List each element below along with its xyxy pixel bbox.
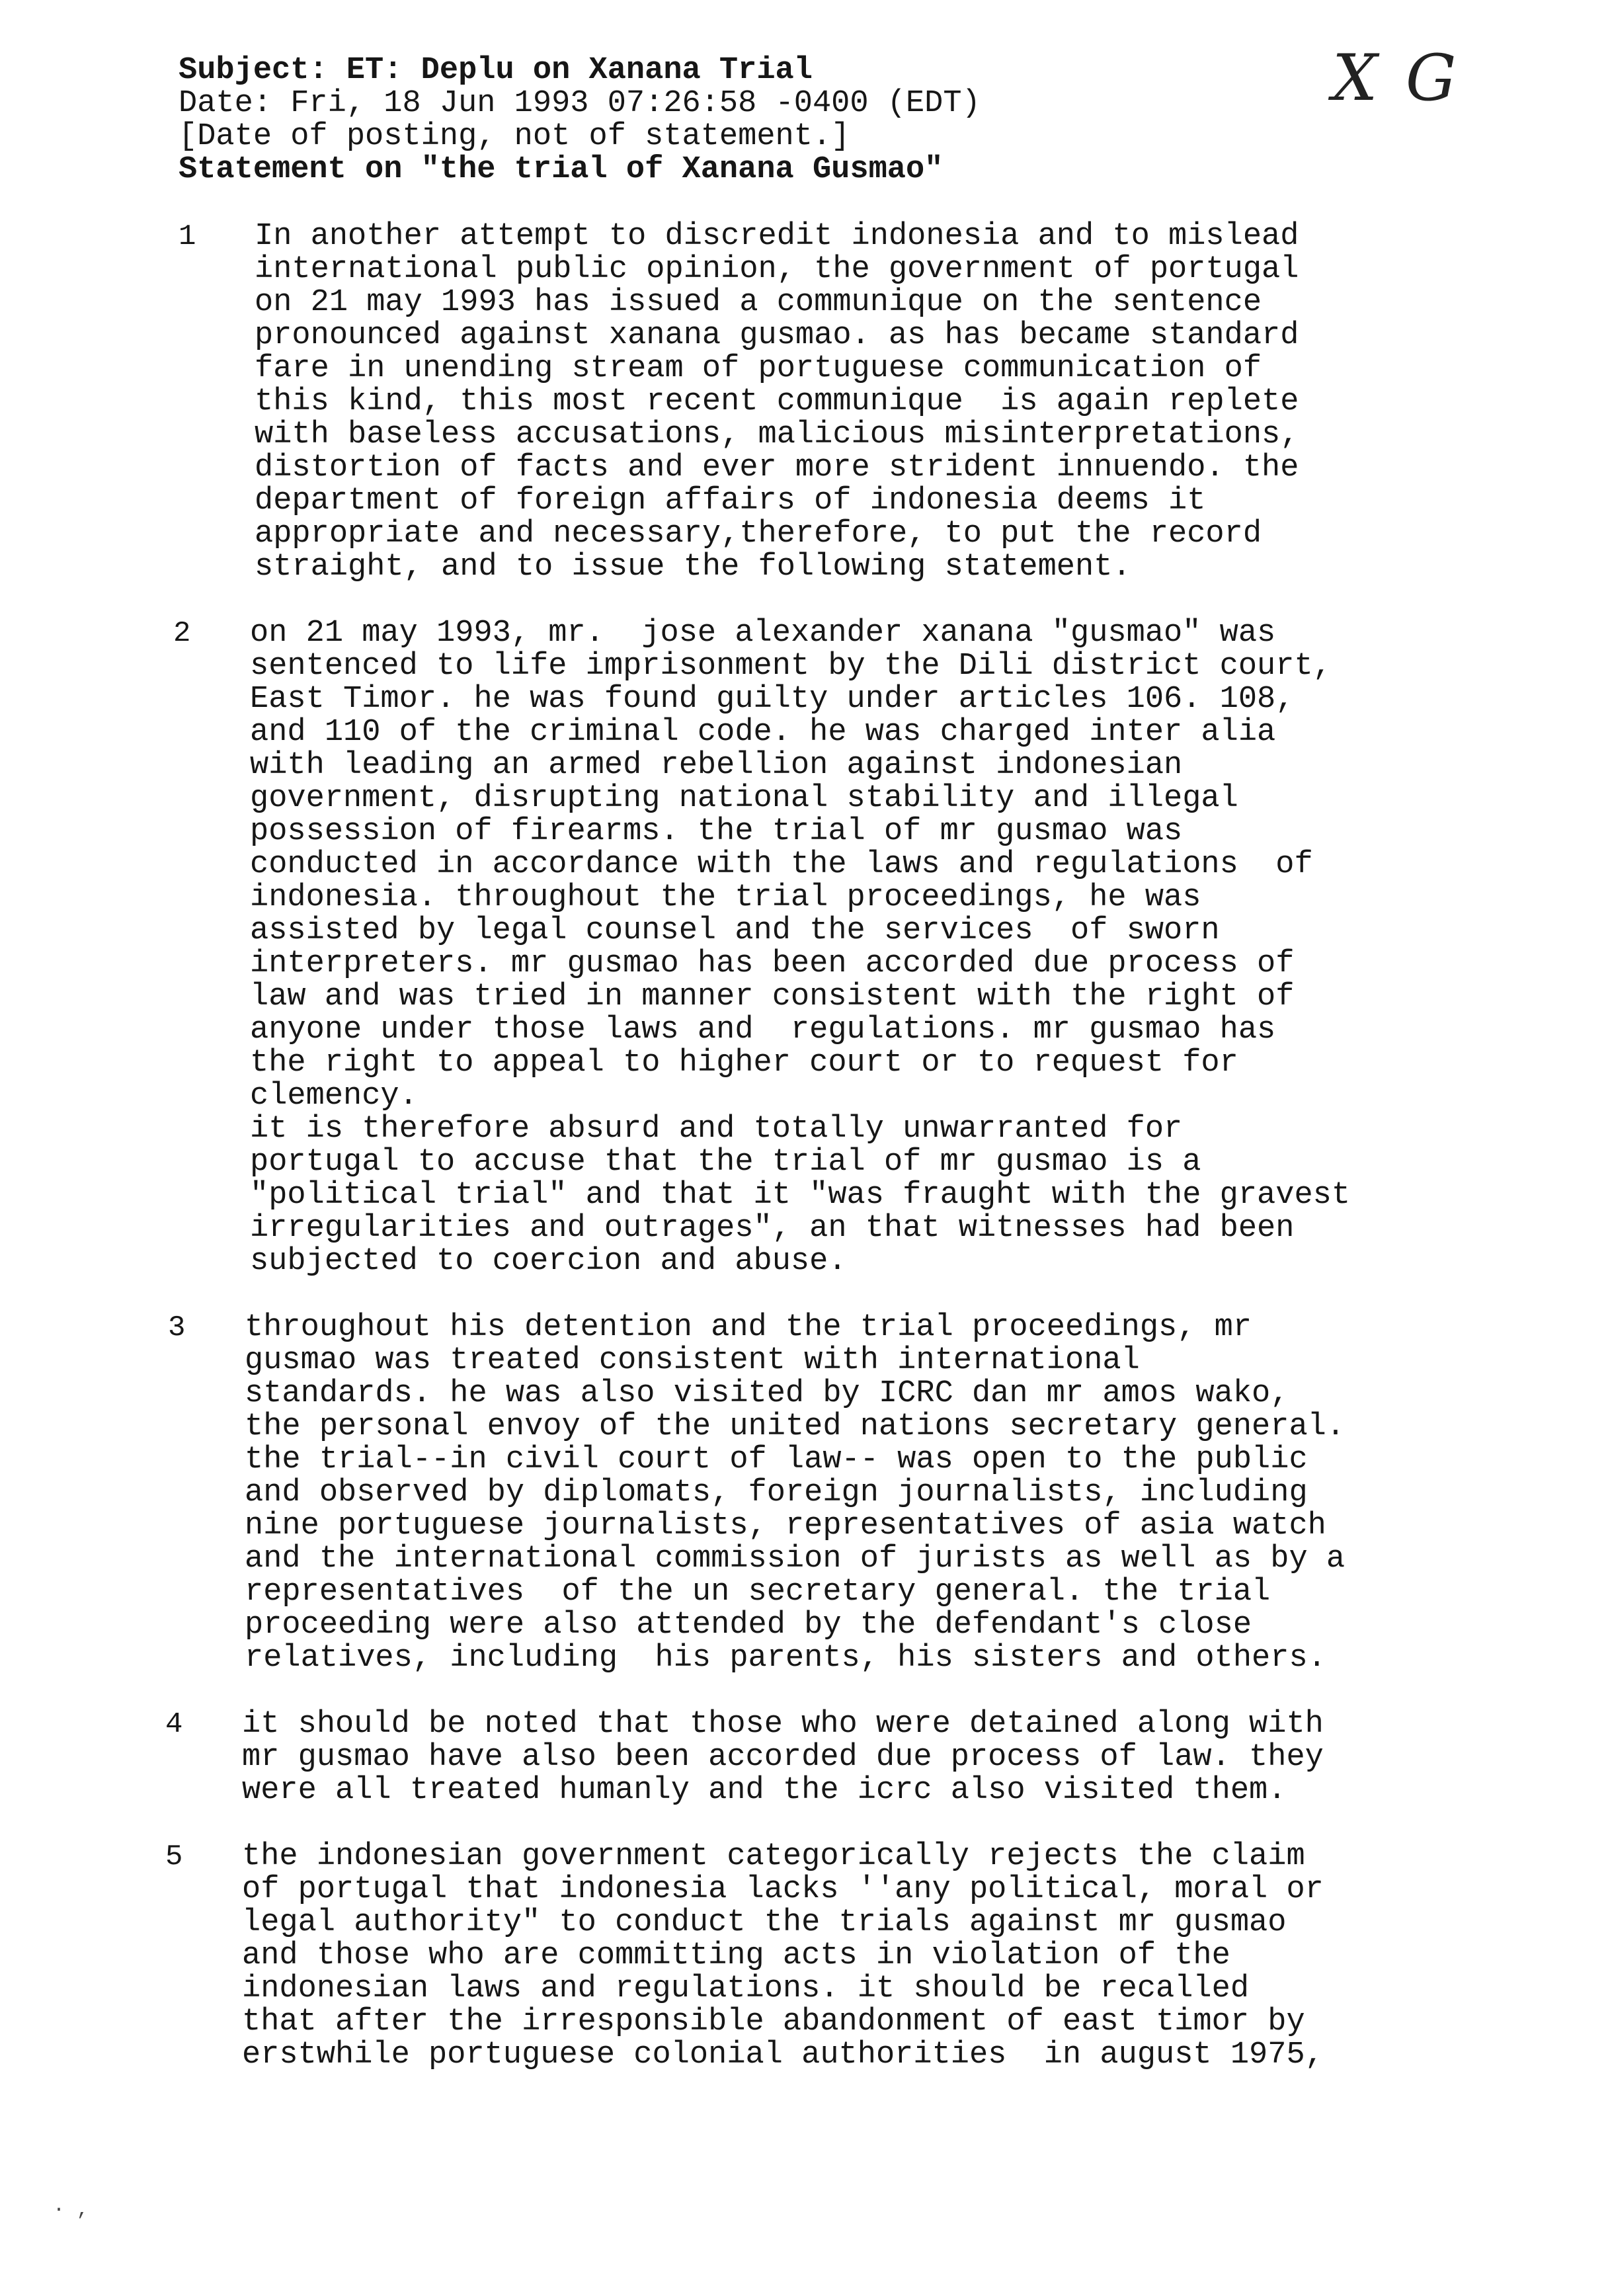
text-line: straight, and to issue the following statement. — [255, 550, 1131, 585]
scan-speck: · , — [53, 2199, 89, 2221]
subject-line: Subject: ET: Deplu on Xanana Trial — [179, 53, 813, 88]
text-line: were all treated humanly and the icrc also visited them. — [242, 1773, 1287, 1808]
posting-note: [Date of posting, not of statement.] — [179, 119, 850, 154]
text-line: sentenced to life imprisonment by the Dili district court, — [250, 649, 1332, 684]
text-line: subjected to coercion and abuse. — [250, 1244, 847, 1279]
text-line: portugal to accuse that the trial of mr gusmao is a — [250, 1145, 1201, 1180]
text-line: the indonesian government categorically rejects the claim — [242, 1839, 1305, 1874]
text-line: department of foreign affairs of indonesia deems it — [255, 483, 1206, 518]
statement-title: Statement on "the trial of Xanana Gusmao" — [179, 152, 944, 187]
text-line: on 21 may 1993 has issued a communique on the sentence — [255, 285, 1262, 320]
text-line: representatives of the un secretary general. the trial — [245, 1575, 1271, 1610]
text-line: international public opinion, the government of portugal — [255, 252, 1299, 287]
text-line: this kind, this most recent communique is again replete — [255, 384, 1299, 419]
text-line: the trial--in civil court of law-- was open to the public — [245, 1442, 1308, 1477]
text-line: interpreters. mr gusmao has been accorded due process of — [250, 946, 1295, 981]
text-line: nine portuguese journalists, representatives of asia watch — [245, 1508, 1326, 1543]
text-line: legal authority" to conduct the trials against mr gusmao — [242, 1905, 1287, 1940]
paragraph-number: 5 — [165, 1840, 183, 1873]
text-line: that after the irresponsible abandonment of east timor by — [242, 2004, 1305, 2039]
text-line: of portugal that indonesia lacks ''any political, moral or — [242, 1872, 1324, 1907]
text-line: and observed by diplomats, foreign journalists, including — [245, 1475, 1308, 1510]
text-line: gusmao was treated consistent with international — [245, 1343, 1140, 1378]
text-line: standards. he was also visited by ICRC dan mr amos wako, — [245, 1376, 1289, 1411]
text-line: with leading an armed rebellion against indonesian — [250, 748, 1183, 783]
text-line: appropriate and necessary,therefore, to put the record — [255, 516, 1262, 552]
text-line: East Timor. he was found guilty under articles 106. 108, — [250, 682, 1295, 717]
text-line: relatives, including his parents, his sisters and others. — [245, 1641, 1326, 1676]
text-line: In another attempt to discredit indonesia and to mislead — [255, 219, 1299, 254]
text-line: anyone under those laws and regulations. mr gusmao has — [250, 1012, 1276, 1047]
text-line: it should be noted that those who were detained along with — [242, 1707, 1324, 1742]
text-line: law and was tried in manner consistent with the right of — [250, 979, 1295, 1014]
text-line: possession of firearms. the trial of mr gusmao was — [250, 814, 1183, 849]
text-line: with baseless accusations, malicious misinterpretations, — [255, 417, 1299, 452]
text-line: assisted by legal counsel and the services of sworn — [250, 913, 1220, 948]
text-line: on 21 may 1993, mr. jose alexander xanana "gusmao" was — [250, 616, 1276, 651]
handwritten-initials: X G — [1332, 41, 1461, 115]
text-line: and 110 of the criminal code. he was charged inter alia — [250, 715, 1276, 750]
text-line: fare in unending stream of portuguese communication of — [255, 351, 1262, 386]
text-line: indonesia. throughout the trial proceedings, he was — [250, 880, 1201, 915]
text-line: the personal envoy of the united nations secretary general. — [245, 1409, 1346, 1444]
paragraph-number: 4 — [165, 1708, 183, 1741]
text-line: proceeding were also attended by the defendant's close — [245, 1608, 1252, 1643]
text-line: and the international commission of jurists as well as by a — [245, 1541, 1346, 1577]
text-line: it is therefore absurd and totally unwarranted for — [250, 1112, 1183, 1147]
text-line: government, disrupting national stability and illegal — [250, 781, 1238, 816]
text-line: throughout his detention and the trial proceedings, mr — [245, 1310, 1252, 1345]
text-line: indonesian laws and regulations. it should be recalled — [242, 1971, 1250, 2006]
paragraph-number: 1 — [179, 220, 196, 253]
text-line: clemency. — [250, 1079, 418, 1114]
text-line: erstwhile portuguese colonial authorities in august 1975, — [242, 2037, 1324, 2072]
text-line: mr gusmao have also been accorded due process of law. they — [242, 1740, 1324, 1775]
paragraph-number: 3 — [168, 1311, 186, 1344]
text-line: pronounced against xanana gusmao. as has became standard — [255, 318, 1299, 353]
text-line: "political trial" and that it "was fraught with the gravest — [250, 1178, 1351, 1213]
date-line: Date: Fri, 18 Jun 1993 07:26:58 -0400 (EDT) — [179, 86, 981, 121]
text-line: the right to appeal to higher court or to request for — [250, 1046, 1238, 1081]
text-line: and those who are committing acts in violation of the — [242, 1938, 1230, 1973]
paragraph-number: 2 — [173, 617, 191, 650]
text-line: conducted in accordance with the laws and regulations of — [250, 847, 1313, 882]
text-line: irregularities and outrages", an that witnesses had been — [250, 1211, 1295, 1246]
text-line: distortion of facts and ever more strident innuendo. the — [255, 450, 1299, 485]
